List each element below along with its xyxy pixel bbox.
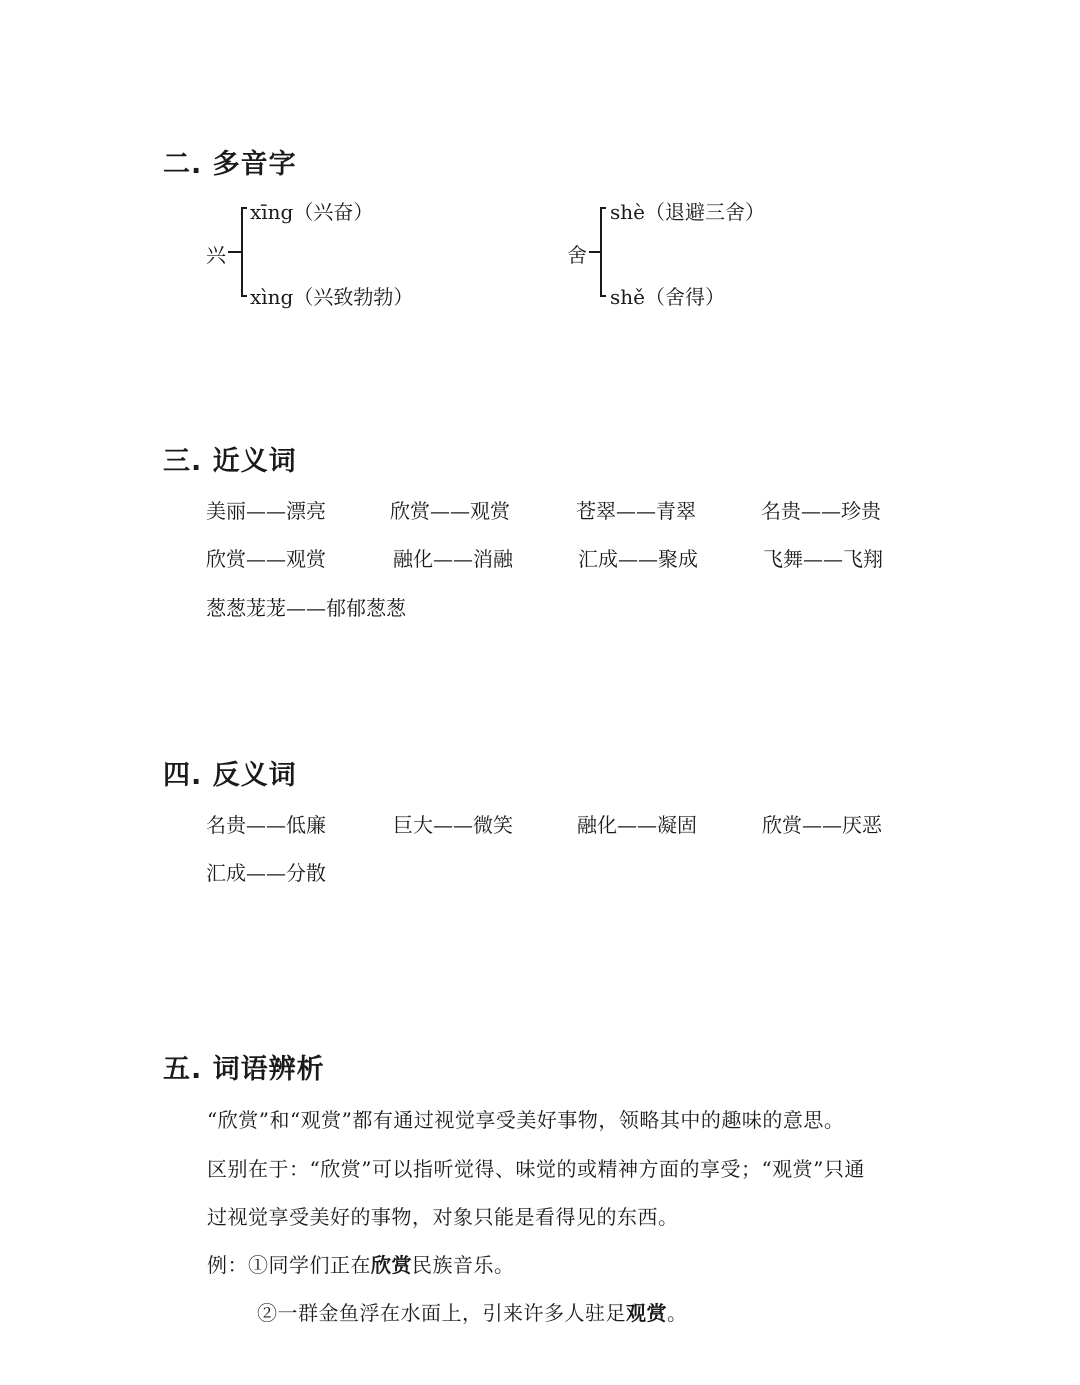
example-text: 民族音乐。 — [412, 1253, 515, 1277]
reading-top: xīng（兴奋） — [250, 200, 374, 224]
antonym-pair: 融化——凝固 — [577, 813, 697, 837]
synonym-pair: 飞舞——飞翔 — [763, 547, 883, 571]
bracket-tick — [600, 295, 606, 297]
section-title-synonyms: 三. 近义词 — [163, 446, 297, 477]
section-title-word-analysis: 五. 词语辨析 — [163, 1054, 325, 1085]
bracket-tick — [241, 295, 247, 297]
polyphonic-char: 兴 — [206, 243, 226, 267]
antonym-pair: 巨大——微笑 — [393, 813, 513, 837]
analysis-paragraph-line: 区别在于：“欣赏”可以指听觉得、味觉的或精神方面的享受；“观赏”只通 — [207, 1157, 865, 1181]
bracket — [241, 207, 243, 297]
analysis-paragraph-line: “欣赏”和“观赏”都有通过视觉享受美好事物，领略其中的趣味的意思。 — [207, 1108, 845, 1132]
antonym-pair: 名贵——低廉 — [206, 813, 326, 837]
bracket-stem — [228, 251, 242, 253]
synonym-pair: 融化——消融 — [393, 547, 513, 571]
synonym-pair: 汇成——聚成 — [578, 547, 698, 571]
example-keyword: 欣赏 — [371, 1253, 412, 1277]
antonym-pair: 汇成——分散 — [206, 861, 326, 885]
example-keyword: 观赏 — [626, 1301, 667, 1325]
section-title-antonyms: 四. 反义词 — [163, 760, 297, 791]
reading-bottom: xìng（兴致勃勃） — [250, 285, 414, 309]
synonym-pair: 葱葱茏茏——郁郁葱葱 — [206, 596, 406, 620]
bracket-tick — [241, 207, 247, 209]
bracket-tick — [600, 207, 606, 209]
example-text: 。 — [667, 1301, 688, 1325]
analysis-paragraph-line: 过视觉享受美好的事物，对象只能是看得见的东西。 — [207, 1205, 679, 1229]
synonym-pair: 苍翠——青翠 — [576, 499, 696, 523]
synonym-pair: 欣赏——观赏 — [390, 499, 510, 523]
example-sentence-2 — [257, 1297, 688, 1326]
reading-bottom: shě（舍得） — [610, 285, 725, 309]
polyphonic-char: 舍 — [567, 243, 587, 267]
example-sentence-1 — [207, 1249, 515, 1278]
example-text: 例：①同学们正在 — [207, 1253, 371, 1277]
synonym-pair: 美丽——漂亮 — [206, 499, 326, 523]
antonym-pair: 欣赏——厌恶 — [762, 813, 882, 837]
reading-top: shè（退避三舍） — [610, 200, 765, 224]
bracket — [600, 207, 602, 297]
synonym-pair: 欣赏——观赏 — [206, 547, 326, 571]
synonym-pair: 名贵——珍贵 — [761, 499, 881, 523]
section-title-polyphonic: 二. 多音字 — [163, 149, 297, 180]
example-text: ②一群金鱼浮在水面上，引来许多人驻足 — [257, 1301, 626, 1325]
